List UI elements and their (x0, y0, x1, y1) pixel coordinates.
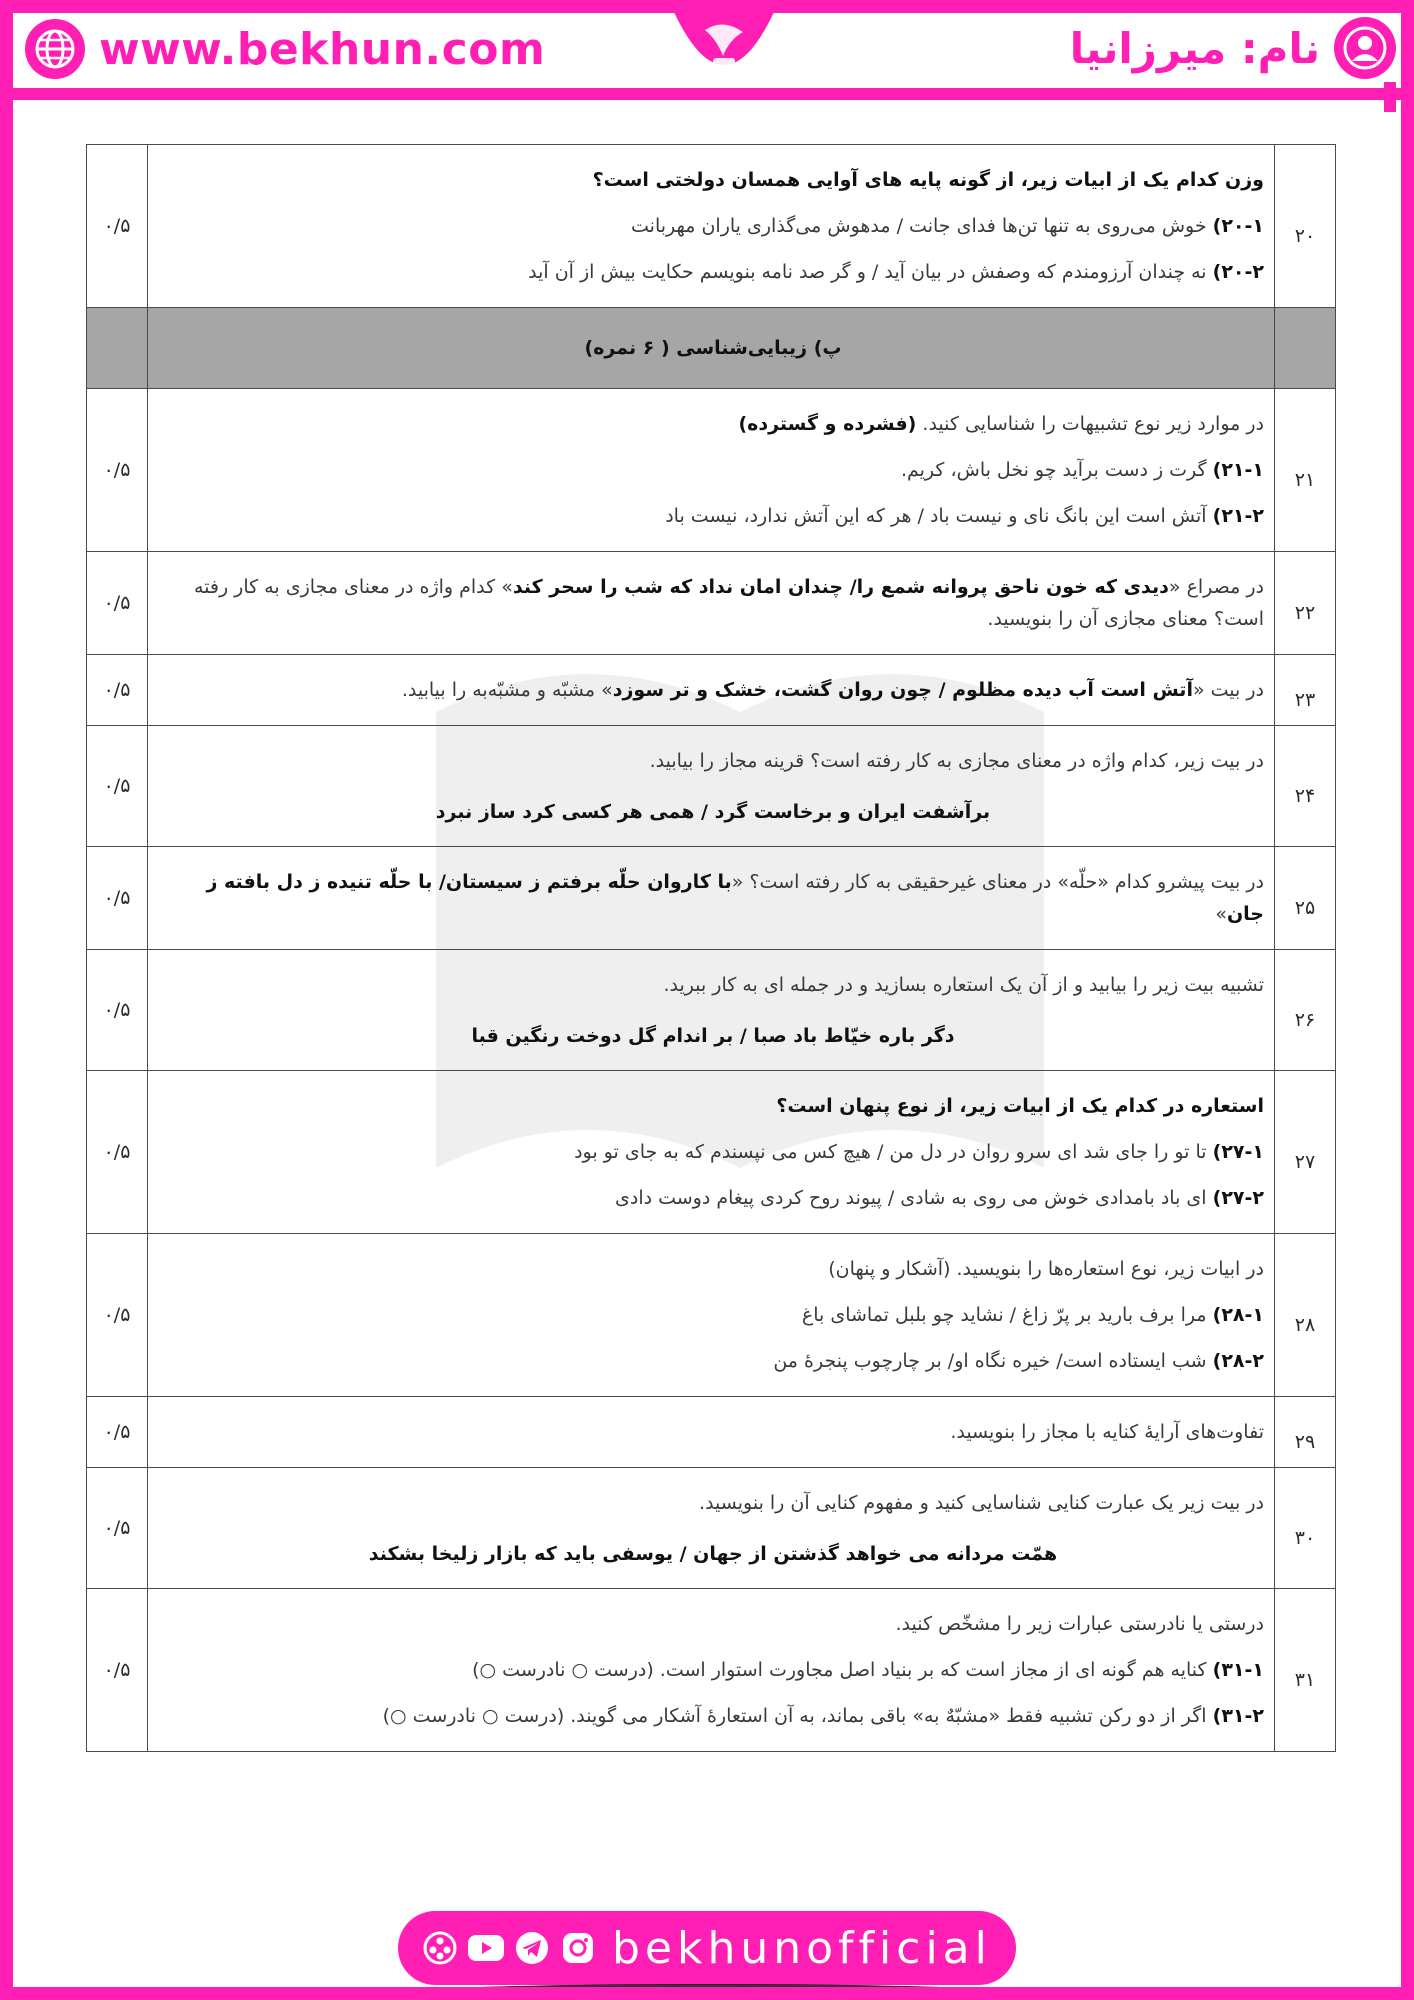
question-score: ۰/۵ (87, 1468, 148, 1589)
question-row (87, 847, 1336, 950)
question-score: ۰/۵ (87, 552, 148, 655)
question-number: ۳۱ (1275, 1589, 1336, 1752)
question-score: ۰/۵ (87, 1234, 148, 1397)
question-row (87, 1589, 1336, 1752)
question-number: ۲۱ (1275, 389, 1336, 552)
question-row (87, 1234, 1336, 1397)
user-icon (1334, 17, 1396, 79)
question-body (148, 1397, 1275, 1468)
question-line: در بیت زیر، کدام واژه در معنای مجازی به کار رفته است؟ قرینه مجاز را بیابید. (649, 750, 1264, 772)
question-body (148, 655, 1275, 726)
question-body (148, 1234, 1275, 1397)
bekhun-logo (665, 10, 783, 90)
question-row (87, 950, 1336, 1071)
section-header (87, 308, 1336, 389)
social-footer (398, 1911, 1016, 1985)
question-row (87, 145, 1336, 308)
question-number: ۲۶ (1275, 950, 1336, 1071)
social-handle[interactable]: bekhunofficial (612, 1922, 992, 1974)
question-number: ۲۰ (1275, 145, 1336, 308)
question-number: ۲۷ (1275, 1071, 1336, 1234)
question-number: ۳۰ (1275, 1468, 1336, 1589)
question-score: ۰/۵ (87, 1071, 148, 1234)
student-name (1070, 14, 1396, 82)
question-number: ۲۸ (1275, 1234, 1336, 1397)
question-line: ۲۷-۲) ای باد بامدادی خوش می روی به شادی / پیوند روح کردی پیغام دوست دادی (614, 1187, 1264, 1209)
instagram-icon[interactable] (558, 1928, 598, 1968)
site-url[interactable]: www.bekhun.com (99, 23, 546, 75)
question-line: ۲۷-۱) تا تو را جای شد ای سرو روان در دل من / هیچ کس می نپسندم که به جای تو بود (574, 1141, 1264, 1163)
question-number: ۲۹ (1275, 1397, 1336, 1468)
question-line: برآشفت ایران و برخاست گرد / همی هر کسی کرد ساز نبرد (435, 801, 991, 823)
question-line: در بیت پیشرو کدام «حلّه» در معنای غیرحقیقی به کار رفته است؟ «با کاروان حلّه برفتم ز سیستان/ با حلّه تنیده ز دل بافته ز جان» (206, 871, 1264, 925)
question-score: ۰/۵ (87, 655, 148, 726)
page-header (0, 0, 1414, 100)
question-score: ۰/۵ (87, 950, 148, 1071)
question-score: ۰/۵ (87, 389, 148, 552)
question-row (87, 655, 1336, 726)
question-row (87, 1071, 1336, 1234)
question-line: تشبیه بیت زیر را بیابید و از آن یک استعاره بسازید و در جمله ای به کار ببرید. (663, 974, 1264, 996)
question-line: ۲۸-۲) شب ایستاده است/ خیره نگاه او/ بر چارچوب پنجرهٔ من (773, 1350, 1264, 1372)
question-score: ۰/۵ (87, 726, 148, 847)
question-line: ۲۱-۱) گرت ز دست برآید چو نخل باش، کریم. (900, 459, 1264, 481)
question-number: ۲۴ (1275, 726, 1336, 847)
question-body (148, 552, 1275, 655)
question-line: وزن کدام یک از ابیات زیر، از گونه پایه های آوایی همسان دولختی است؟ (592, 169, 1264, 191)
question-line: در بیت زیر یک عبارت کنایی شناسایی کنید و مفهوم کنایی آن را بنویسید. (699, 1492, 1264, 1514)
question-body (148, 726, 1275, 847)
question-line: در ابیات زیر، نوع استعاره‌ها را بنویسید. (آشکار و پنهان) (828, 1258, 1264, 1280)
question-score: ۰/۵ (87, 847, 148, 950)
site-link[interactable] (25, 18, 545, 80)
question-line: همّت مردانه می خواهد گذشتن از جهان / یوسفی باید که بازار زلیخا بشکند (368, 1543, 1058, 1565)
question-line: در موارد زیر نوع تشبیهات را شناسایی کنید. (فشرده و گسترده) (738, 413, 1264, 435)
question-score: ۰/۵ (87, 145, 148, 308)
youtube-icon[interactable] (466, 1928, 506, 1968)
question-row (87, 552, 1336, 655)
question-line: استعاره در کدام یک از ابیات زیر، از نوع پنهان است؟ (776, 1095, 1264, 1117)
question-number: ۲۵ (1275, 847, 1336, 950)
question-body (148, 389, 1275, 552)
question-score: ۰/۵ (87, 1589, 148, 1752)
question-body (148, 1589, 1275, 1752)
instagram-reels-icon[interactable] (420, 1928, 460, 1968)
question-row (87, 389, 1336, 552)
question-line: ۲۸-۱) مرا برف بارید بر پرّ زاغ / نشاید چو بلبل تماشای باغ (801, 1304, 1264, 1326)
question-line: درستی یا نادرستی عبارات زیر را مشخّص کنید. (895, 1613, 1264, 1635)
question-row (87, 726, 1336, 847)
question-line: ۲۱-۲) آتش است این بانگ نای و نیست باد / هر که این آتش ندارد، نیست باد (665, 505, 1264, 527)
question-body (148, 1468, 1275, 1589)
section-title: پ) زیبایی‌شناسی ( ۶ نمره) (148, 308, 1275, 389)
question-line: در بیت «آتش است آب دیده مظلوم / چون روان گشت، خشک و تر سوزد» مشبّه و مشبّه‌به را بیابید. (401, 679, 1264, 701)
question-number: ۲۳ (1275, 655, 1336, 726)
question-line: دگر باره خیّاط باد صبا / بر اندام گل دوخت رنگین قبا (471, 1025, 955, 1047)
question-line: ۲۰-۱) خوش می‌روی به تنها تن‌ها فدای جانت / مدهوش می‌گذاری یاران مهربانت (631, 215, 1264, 237)
name-label: نام: میرزانیا (1069, 23, 1320, 73)
question-line: ۳۱-۲) اگر از دو رکن تشبیه فقط «مشبّهٌ به» باقی بماند، به آن استعارهٔ آشکار می گویند. (درست ○ نادرست ○) (382, 1705, 1264, 1727)
question-line: در مصراع «دیدی که خون ناحق پروانه شمع را/ چندان امان نداد که شب را سحر کند» کدام واژه در معنای مجازی به کار رفته است؟ معنای مجازی آن را بنویسید. (193, 576, 1264, 630)
question-line: تفاوت‌های آرایهٔ کنایه با مجاز را بنویسید. (950, 1421, 1264, 1443)
question-body (148, 950, 1275, 1071)
question-body (148, 847, 1275, 950)
question-number: ۲۲ (1275, 552, 1336, 655)
telegram-icon[interactable] (512, 1928, 552, 1968)
globe-icon (25, 19, 85, 79)
question-body (148, 145, 1275, 308)
question-score: ۰/۵ (87, 1397, 148, 1468)
question-line: ۲۰-۲) نه چندان آرزومندم که وصفش در بیان آید / و گر صد نامه بنویسم حکایت بیش از آن آید (528, 261, 1264, 283)
question-body (148, 1071, 1275, 1234)
question-row (87, 1468, 1336, 1589)
question-line: ۳۱-۱) کنایه هم گونه ای از مجاز است که بر بنیاد اصل مجاورت استوار است. (درست ○ نادرست ○) (472, 1659, 1264, 1681)
questions-table (86, 144, 1336, 1752)
question-row (87, 1397, 1336, 1468)
